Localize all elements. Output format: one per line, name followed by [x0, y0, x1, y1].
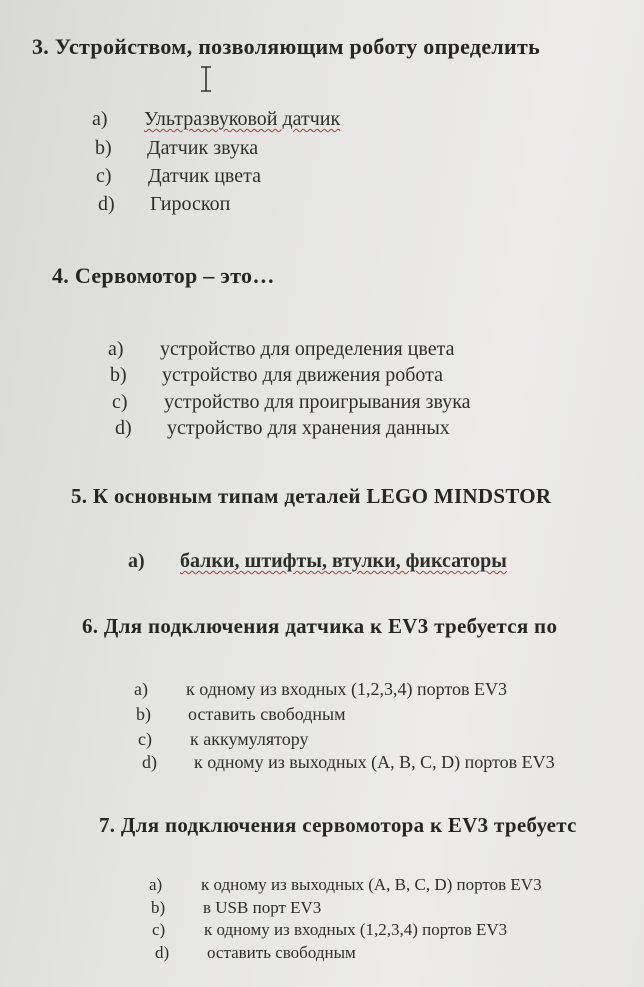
option-letter: b) [95, 137, 112, 159]
option-letter: d) [115, 417, 132, 439]
question-3-title: 3. Устройством, позволяющим роботу определить [32, 34, 541, 59]
option-text: оставить свободным [188, 704, 346, 724]
question-5-option-a [128, 550, 507, 573]
question-4-option-a [108, 338, 454, 361]
option-letter: a) [134, 679, 148, 699]
option-letter: a) [92, 108, 108, 130]
option-text: устройство для движения робота [162, 364, 443, 386]
question-6-title: 6. Для подключения датчика к EV3 требуется по [82, 614, 558, 638]
question-3-option-b [95, 137, 258, 160]
question-6-option-c [138, 729, 309, 750]
option-letter: c) [112, 391, 128, 413]
option-letter: b) [136, 704, 151, 724]
question-4-option-b [110, 364, 443, 387]
question-6-option-b [136, 704, 346, 725]
option-letter: a) [149, 875, 163, 894]
question-4-title: 4. Сервомотор – это… [52, 263, 275, 288]
option-text: к одному из выходных (A, B, C, D) портов EV3 [201, 875, 542, 894]
option-letter: d) [98, 193, 115, 215]
option-text: к аккумулятору [190, 729, 309, 749]
option-letter: c) [152, 920, 166, 939]
question-7-title: 7. Для подключения сервомотора к EV3 требуетс [99, 813, 577, 837]
option-text: Гироскоп [150, 193, 231, 215]
option-text: к одному из входных (1,2,3,4) портов EV3 [204, 920, 508, 939]
question-4-option-c [112, 391, 471, 414]
question-3-option-d [98, 193, 230, 216]
question-6-option-a [134, 679, 507, 700]
option-text: устройство для определения цвета [160, 338, 455, 360]
option-letter: a) [128, 550, 145, 572]
option-text: устройство для проигрывания звука [164, 391, 471, 413]
option-letter: c) [96, 165, 112, 187]
option-text: балки, штифты, втулки, фиксаторы [180, 550, 507, 572]
question-5-title: 5. К основным типам деталей LEGO MINDSTOR [71, 484, 552, 508]
option-letter: a) [108, 338, 124, 360]
option-letter: d) [142, 752, 157, 772]
option-letter: c) [138, 729, 152, 749]
option-letter: d) [155, 943, 170, 962]
question-3-option-a [92, 108, 340, 131]
option-text: к одному из выходных (A, B, C, D) портов EV3 [194, 752, 555, 772]
option-text: оставить свободным [207, 943, 356, 962]
option-letter: b) [110, 364, 127, 386]
option-text: Датчик звука [147, 137, 259, 159]
option-text: Ультразвуковой датчик [144, 108, 341, 130]
option-text: Датчик цвета [148, 165, 261, 187]
question-7-option-d [155, 943, 356, 963]
question-7-option-a [149, 875, 542, 895]
question-7-option-b [151, 898, 321, 918]
question-3-option-c [96, 165, 261, 188]
question-6-option-d [142, 752, 555, 773]
option-text: устройство для хранения данных [167, 417, 450, 439]
question-7-option-c [152, 920, 507, 940]
option-text: к одному из входных (1,2,3,4) портов EV3 [186, 679, 507, 699]
text-cursor-icon [199, 66, 213, 92]
question-4-option-d [115, 417, 450, 440]
option-text: в USB порт EV3 [203, 898, 322, 917]
option-letter: b) [151, 898, 166, 917]
